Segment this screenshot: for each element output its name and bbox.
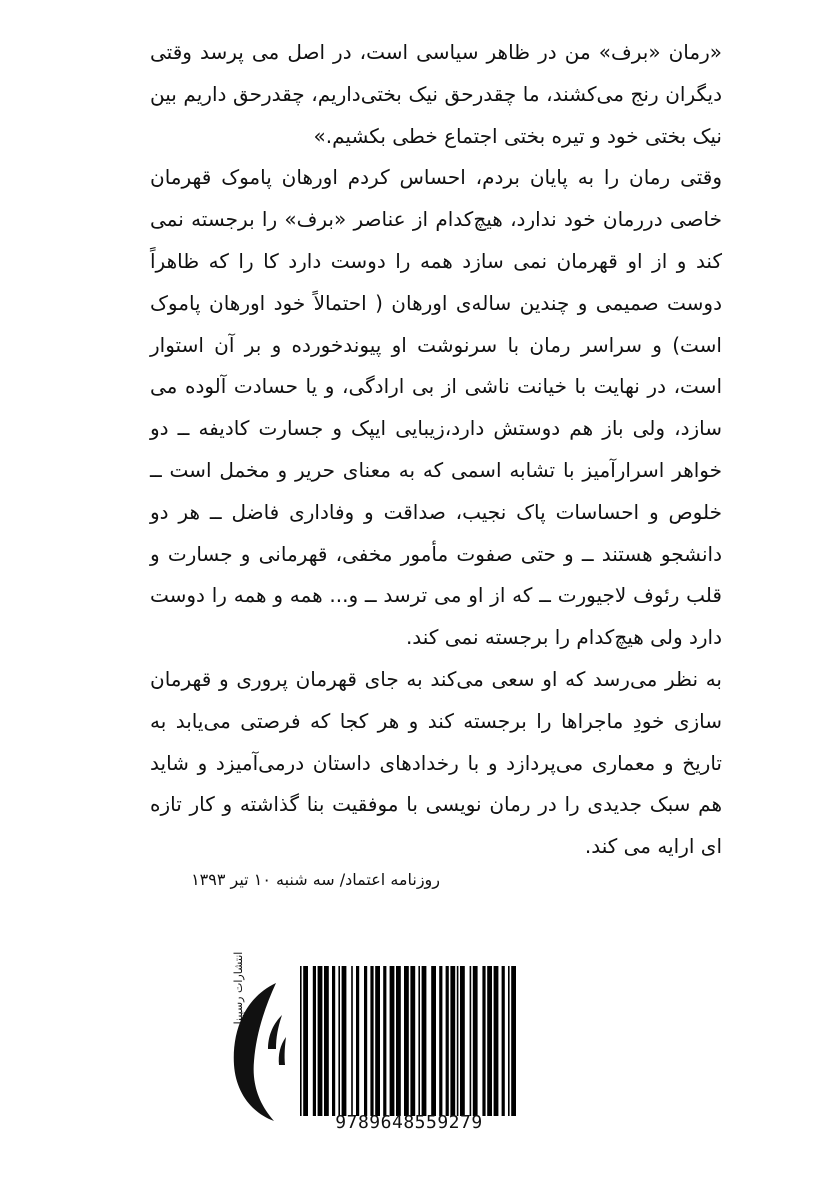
barcode-bar <box>356 966 359 1116</box>
barcode-bar <box>410 966 415 1116</box>
barcode-bar <box>446 966 449 1116</box>
publisher-name: انتشارات رسپینا <box>232 951 245 1025</box>
barcode-bar <box>383 966 386 1116</box>
barcode-bar <box>473 966 478 1116</box>
barcode-bar <box>364 966 367 1116</box>
barcode-bar <box>508 966 510 1116</box>
isbn-barcode <box>296 966 522 1134</box>
barcode-bar <box>511 966 516 1116</box>
barcode-bar <box>332 966 335 1116</box>
review-paragraph: وقتی رمان را به پایان بردم، احساس کردم اورهان پاموک قهرمان خاصی دررمان خود ندارد، هیچ‌کدام از عناصر «برف» را برجسته نمی کند و از او قهرمان نمی سازد همه را دوست دارد کا را که ظاهراً دوست صمیمی و چندین ساله‌ی اورهان ( احتمالاً خود اورهان پاموک است) و سراسر رمان با سرنوشت او پیوندخورده و بر آن استوار است، در نهایت با خیانت ناشی از بی ارادگی، و یا حسادت آلوده می سازد، ولی باز هم دوستش دارد،زیبایی ایپک و جسارت کادیفه ــ دو خواهر اسرارآمیز با تشابه اسمی که به معنای حریر و مخمل است ــ خلوص و احساسات پاک نجیب، صداقت و وفاداری فاضل ــ هر دو دانشجو هستند ــ و حتی صفوت مأمور مخفی، قهرمانی و جسارت و قلب رئوف لاجیورت ــ که از او می ترسد ــ و... همه و همه را دوست دارد ولی هیچ‌کدام را برجسته نمی کند. <box>150 165 722 650</box>
barcode-bar <box>338 966 340 1116</box>
barcode-bar <box>482 966 485 1116</box>
barcode-bar <box>313 966 316 1116</box>
source-citation: روزنامه اعتماد/ سه شنبه ۱۰ تیر ۱۳۹۳ <box>191 870 440 889</box>
back-cover-text <box>150 32 722 868</box>
barcode-bar <box>494 966 499 1116</box>
barcode-bar <box>439 966 442 1116</box>
isbn-number: 9789648559279 <box>335 1112 483 1133</box>
barcode-bar <box>431 966 436 1116</box>
barcode-bar <box>396 966 401 1116</box>
barcode-bar <box>457 966 459 1116</box>
barcode-bar <box>460 966 465 1116</box>
barcode-bar <box>390 966 395 1116</box>
barcode-bar <box>470 966 472 1116</box>
quote-paragraph: «رمان «برف» من در ظاهر سیاسی است، در اصل می پرسد وقتی دیگران رنج می‌کشند، ما چقدرحق نیک بختی‌داریم، چقدرحق داریم بین نیک بختی خود و تیره بختی اجتماع خطی بکشیم.» <box>150 40 722 148</box>
barcode-bar <box>370 966 373 1116</box>
conclusion-paragraph: به نظر می‌رسد که او سعی می‌کند به جای قهرمان پروری و قهرمان سازی خودِ ماجراها را برجسته کند و هر کجا که فرصتی می‌یابد به تاریخ و معماری می‌پردازد و با رخدادهای داستان درمی‌آمیزد و شاید هم سبک جدیدی را در رمان نویسی با موفقیت بنا گذاشته و کار تازه ای ارایه می کند. <box>150 666 722 859</box>
barcode-bar <box>375 966 380 1116</box>
barcode-bar <box>450 966 455 1116</box>
barcode-bar <box>418 966 420 1116</box>
barcode-bar <box>351 966 353 1116</box>
barcode-bars <box>296 966 522 1116</box>
barcode-bar <box>300 966 302 1116</box>
barcode-bar <box>404 966 409 1116</box>
barcode-bar <box>303 966 308 1116</box>
barcode-bar <box>318 966 323 1116</box>
barcode-bar <box>487 966 492 1116</box>
barcode-bar <box>342 966 347 1116</box>
barcode-bar <box>422 966 427 1116</box>
barcode-bar <box>502 966 505 1116</box>
barcode-bar <box>324 966 329 1116</box>
